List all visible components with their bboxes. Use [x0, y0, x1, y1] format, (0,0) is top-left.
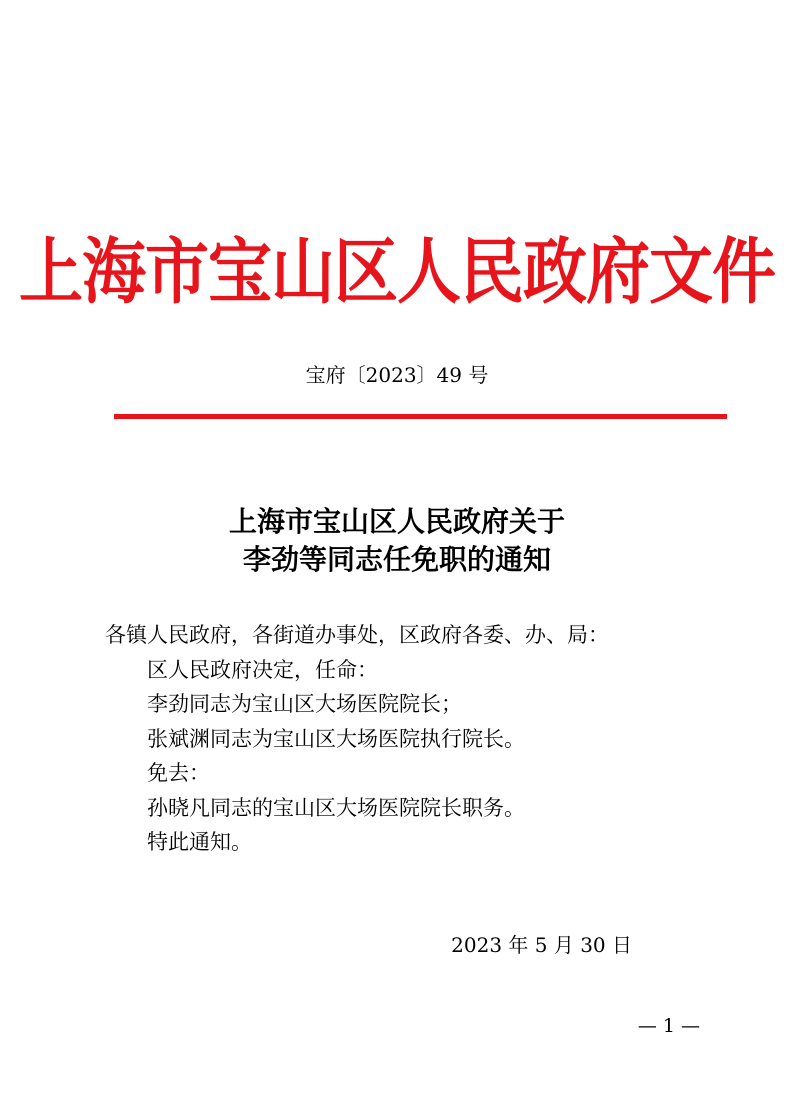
document-number: 宝府〔2023〕49 号 [305, 363, 489, 387]
title-line-2: 李劲等同志任免职的通知 [242, 543, 551, 576]
title-line-1: 上海市宝山区人民政府关于 [228, 505, 565, 538]
issue-date: 2023 年 5 月 30 日 [451, 933, 632, 957]
paragraph-removal-1: 孙晓凡同志的宝山区大场医院院长职务。 [147, 795, 525, 820]
red-separator-line [114, 414, 727, 419]
page-number: — 1 — [637, 1015, 700, 1037]
paragraph-decision: 区人民政府决定，任命： [147, 657, 378, 682]
document-body [105, 618, 705, 860]
paragraph-closing: 特此通知。 [147, 830, 252, 854]
paragraph-appointment-2: 张斌渊同志为宝山区大场医院执行院长。 [147, 726, 525, 751]
paragraph-appointment-1: 李劲同志为宝山区大场医院院长； [147, 692, 462, 716]
document-title [0, 503, 794, 579]
paragraph-removal-heading: 免去： [147, 761, 210, 785]
salutation: 各镇人民政府，各街道办事处，区政府各委、办、局： [105, 623, 609, 647]
document-masthead: 上海市宝山区人民政府文件 [19, 231, 775, 315]
